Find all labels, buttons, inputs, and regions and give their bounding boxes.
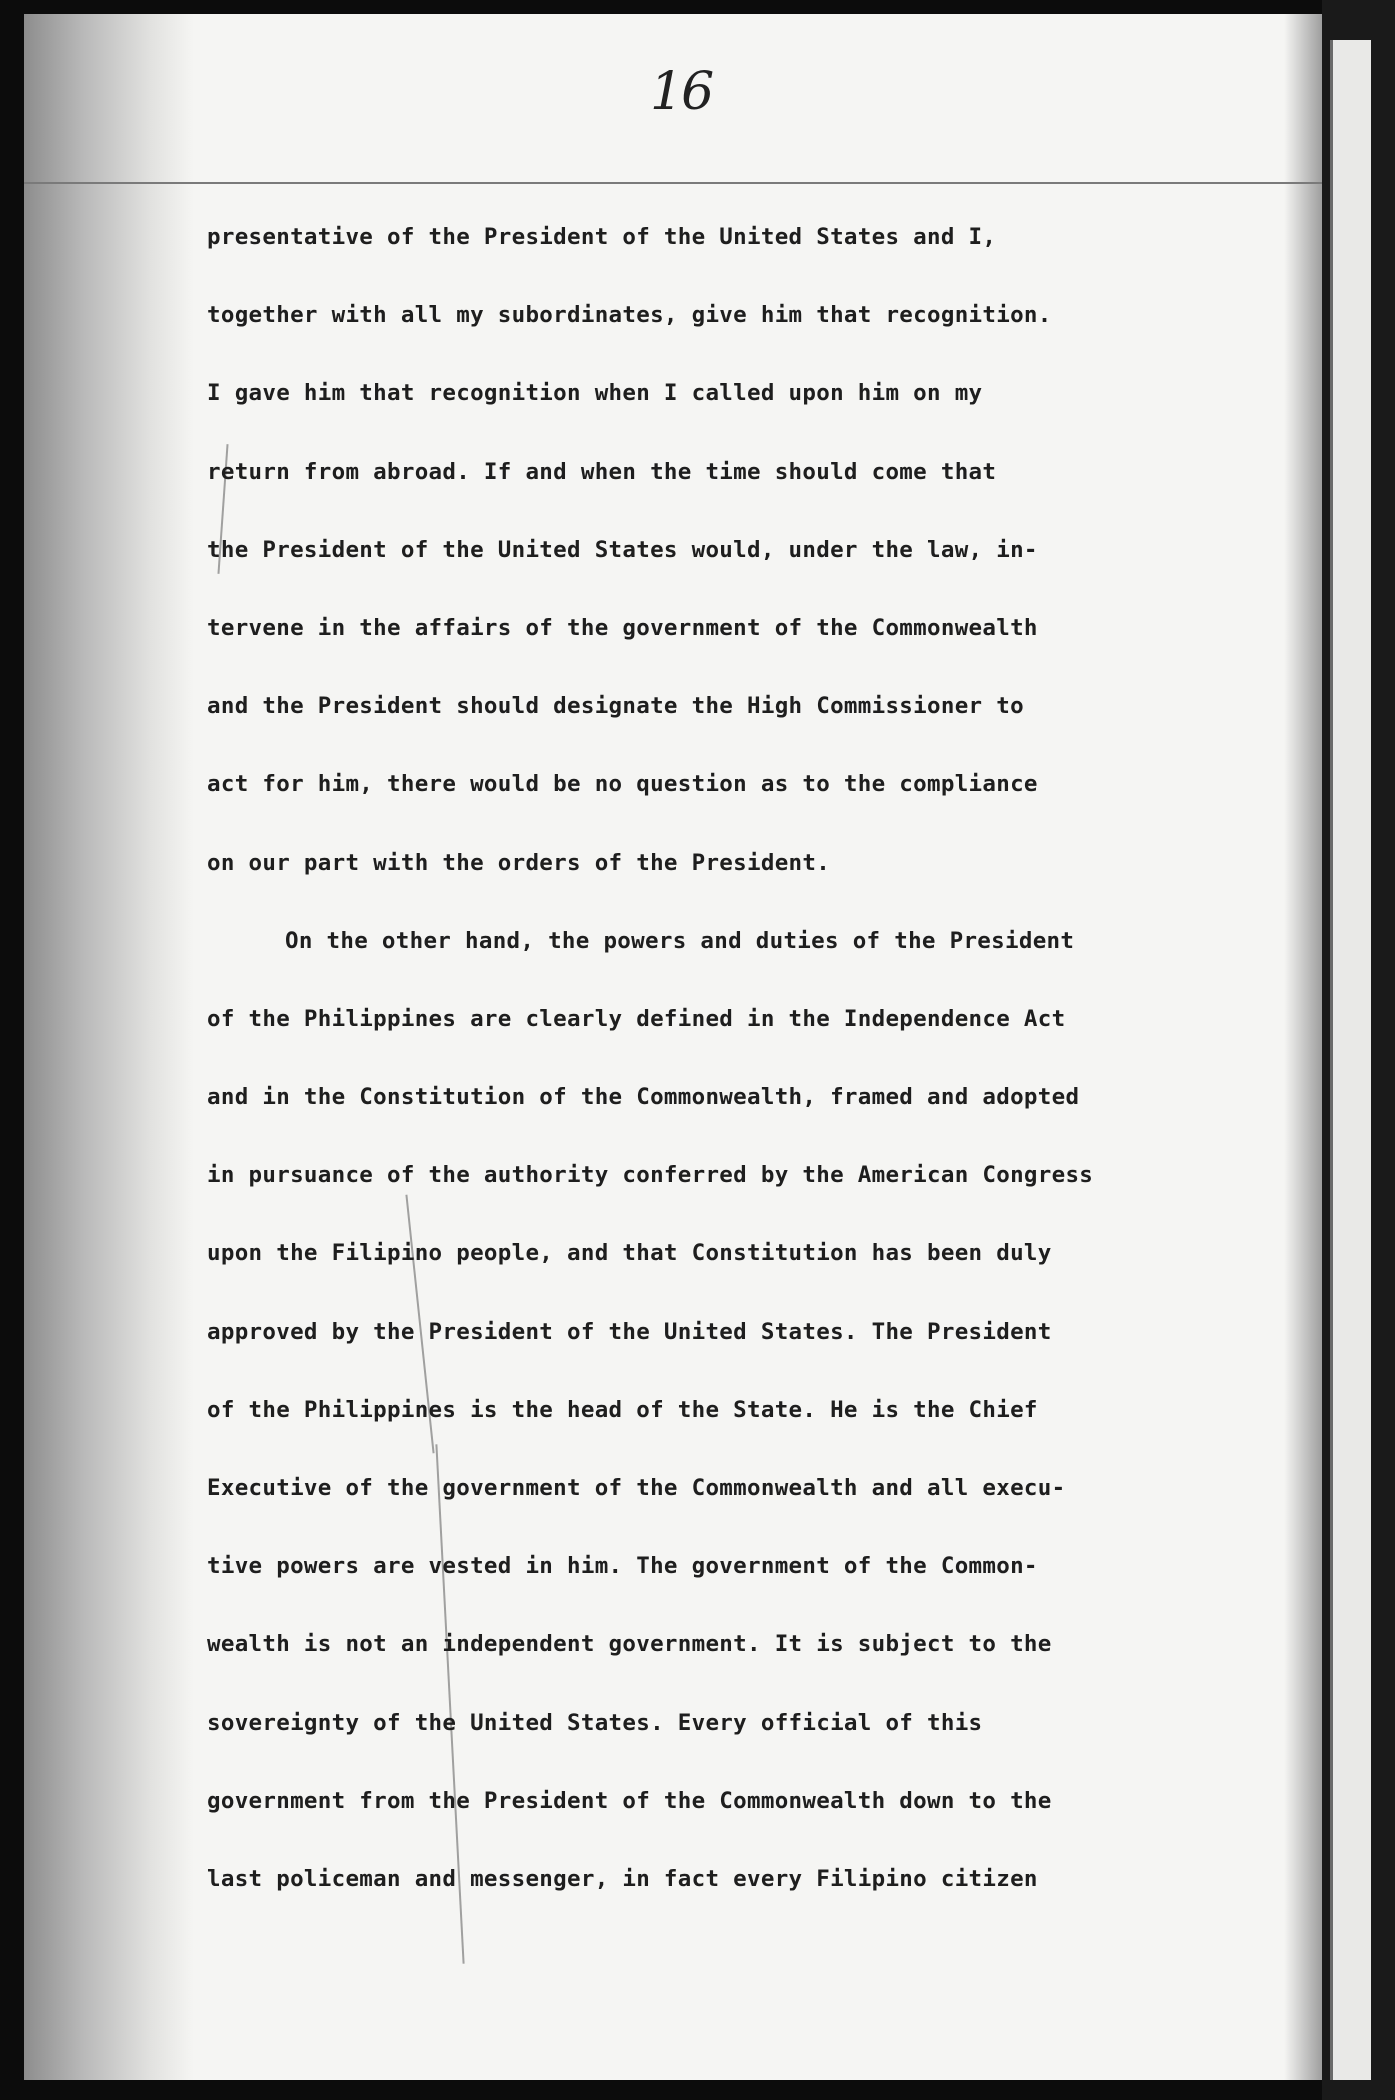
text-line: and the President should designate the High Commissioner to xyxy=(207,693,1024,720)
paragraph-start-line: On the other hand, the powers and duties of the President xyxy=(285,927,1075,954)
page-shadow-left xyxy=(24,14,194,2080)
page-number: 16 xyxy=(650,62,713,122)
text-line: Executive of the government of the Commonwealth and all execu- xyxy=(207,1475,1066,1501)
text-line: of the Philippines are clearly defined in the Independence Act xyxy=(207,1005,1066,1032)
text-line: tervene in the affairs of the government of the Commonwealth xyxy=(207,614,1038,641)
text-line: return from abroad. If and when the time should come that xyxy=(207,458,997,485)
text-line: of the Philippines is the head of the State. He is the Chief xyxy=(207,1396,1038,1423)
text-line: government from the President of the Commonwealth down to the xyxy=(207,1787,1052,1814)
text-line: wealth is not an independent government. It is subject to the xyxy=(207,1631,1052,1658)
text-line: and in the Constitution of the Commonwealth, framed and adopted xyxy=(207,1084,1080,1111)
text-line: act for him, there would be no question as to the compliance xyxy=(207,771,1038,798)
text-line: I gave him that recognition when I called upon him on my xyxy=(207,380,983,407)
text-line: in pursuance of the authority conferred by the American Congress xyxy=(207,1162,1094,1189)
header-rule xyxy=(24,182,1324,184)
page-shadow-right xyxy=(1284,14,1324,2080)
text-line: approved by the President of the United States. The President xyxy=(207,1318,1052,1345)
text-line: together with all my subordinates, give him that recognition. xyxy=(207,302,1052,329)
text-line: upon the Filipino people, and that Constitution has been duly xyxy=(207,1240,1052,1267)
text-line: last policeman and messenger, in fact every Filipino citizen xyxy=(207,1865,1038,1892)
next-page-edge xyxy=(1330,40,1371,2080)
text-line: sovereignty of the United States. Every official of this xyxy=(207,1709,983,1736)
text-line: the President of the United States would, under the law, in- xyxy=(207,536,1038,563)
text-line: presentative of the President of the United States and I, xyxy=(207,224,997,250)
text-line: on our part with the orders of the President. xyxy=(207,849,831,876)
text-line: tive powers are vested in him. The government of the Common- xyxy=(207,1553,1038,1580)
body-text xyxy=(207,222,1237,1942)
